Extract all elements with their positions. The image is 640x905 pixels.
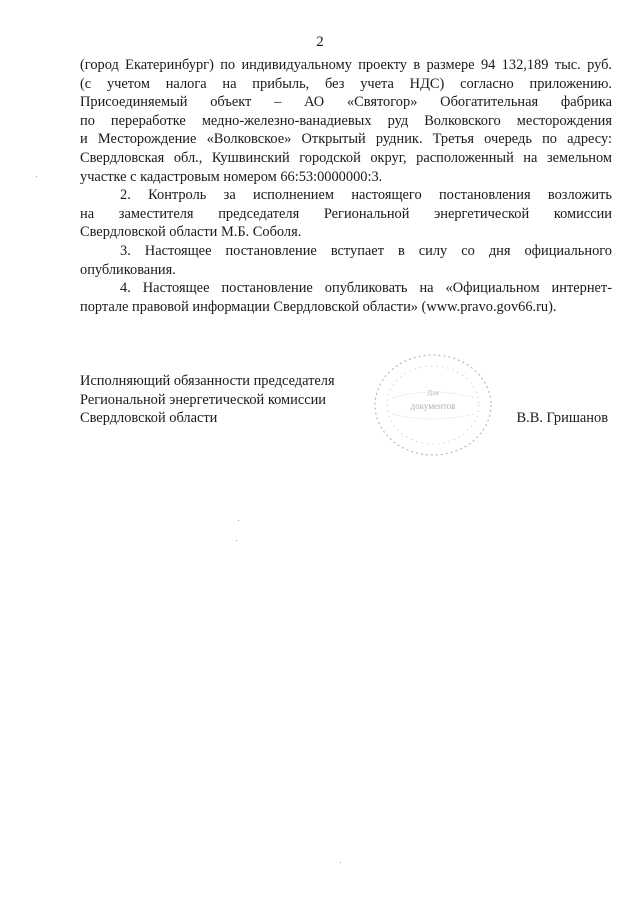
seal-text-main: документов [410,401,456,411]
scan-speck [36,176,37,177]
scan-speck [238,520,239,521]
text-line: участке с кадастровым номером 66:53:0000000:3. [80,168,383,185]
scan-speck [340,862,341,863]
document-body [80,56,612,316]
text-line: по переработке медно-железно-ванадиевых руд Волковского месторождения [80,112,612,129]
item-4-publication [80,279,612,316]
signatory-title [80,372,335,428]
scan-speck [236,540,237,541]
text-line: 4. Настоящее постановление опубликовать на «Официальном интернет- [120,280,612,297]
text-line: на заместителя председателя Региональной энергетической комиссии [80,205,612,222]
item-3-effective-date [80,242,612,279]
seal-text-top: Для [427,389,439,397]
text-line: Свердловская обл., Кушвинский городской округ, расположенный на земельном [80,149,612,166]
signatory-title-line: Свердловской области [80,410,218,427]
text-line: Присоединяемый объект – АО «Святогор» Обогатительная фабрика [80,94,612,111]
text-line: (город Екатеринбург) по индивидуальному проекту в размере 94 132,189 тыс. руб. [80,57,612,73]
signatory-name: В.В. Гришанов [516,410,608,426]
official-seal-stamp [370,350,496,460]
item-2-control [80,186,612,242]
text-line: и Месторождение «Волковское» Открытый рудник. Третья очередь по адресу: [80,131,612,148]
signatory-title-line: Региональной энергетической комиссии [80,391,326,408]
page-number: 2 [316,34,324,50]
text-line: опубликования. [80,261,176,278]
text-line: 3. Настоящее постановление вступает в силу со дня официального [120,242,612,259]
paragraph-continuation [80,56,612,186]
signatory-title-line: Исполняющий обязанности председателя [80,373,335,389]
text-line: портале правовой информации Свердловской области» (www.pravo.gov66.ru). [80,298,557,315]
text-line: (с учетом налога на прибыль, без учета НДС) согласно приложению. [80,75,612,92]
text-line: 2. Контроль за исполнением настоящего постановления возложить [120,187,612,204]
text-line: Свердловской области М.Б. Соболя. [80,224,302,241]
